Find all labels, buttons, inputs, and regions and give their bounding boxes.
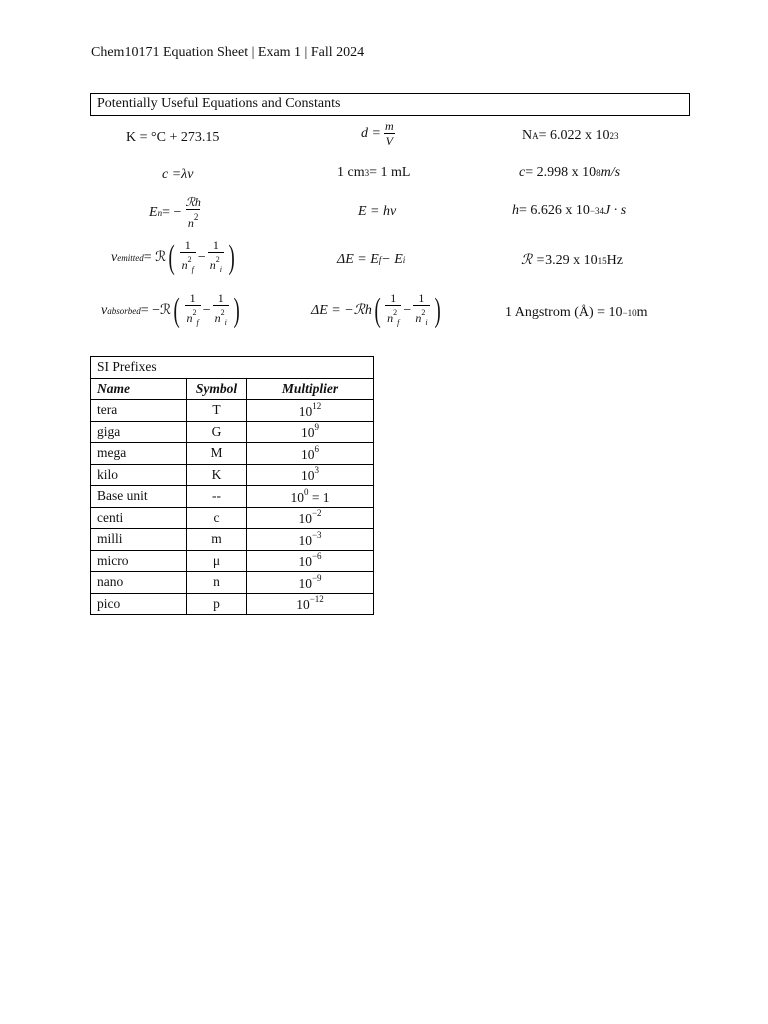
- speed-of-light: c = 2.998 x 10 8 m/s: [519, 165, 621, 180]
- multiplier-exponent: −3: [311, 529, 322, 540]
- table-row: [91, 593, 374, 615]
- photon-energy-equation: E = hν: [358, 204, 397, 219]
- prefix-multiplier: [247, 443, 374, 465]
- symbol-column-header: Symbol: [187, 378, 247, 400]
- table-row: [91, 550, 374, 572]
- emitted-frequency-equation: ν emitted = ℛ ( $\frac{1}{n^2_f}$ − $\frac{1}{n^2_i}$ ): [111, 238, 235, 276]
- multiplier-exponent: 0: [303, 486, 309, 497]
- multiplier-exponent: 6: [314, 443, 319, 454]
- multiplier-base: 10: [298, 575, 312, 591]
- absorbed-frequency-equation: ν absorbed = −ℛ ( $\frac{1}{n^2_f}$ − $\frac{1}{n^2_i}$ ): [101, 291, 240, 329]
- prefix-name: tera: [91, 400, 187, 422]
- prefix-multiplier: [247, 400, 374, 422]
- prefix-multiplier: [247, 572, 374, 594]
- multiplier-base: 10: [298, 532, 312, 548]
- wave-equation: c = λν: [162, 167, 194, 182]
- multiplier-exponent: 12: [312, 400, 322, 411]
- multiplier-base: 10: [296, 597, 310, 613]
- prefix-name: centi: [91, 507, 187, 529]
- prefix-symbol: G: [187, 421, 247, 443]
- table-row: [91, 400, 374, 422]
- table-row: [91, 486, 374, 508]
- multiplier-base: 10: [298, 511, 312, 527]
- multiplier-base: 10: [290, 489, 304, 505]
- multiplier-exponent: −2: [311, 508, 322, 519]
- prefix-multiplier: [247, 421, 374, 443]
- density-fraction: $\frac{m}{V}$: [384, 119, 394, 148]
- prefix-name: nano: [91, 572, 187, 594]
- si-table-caption: SI Prefixes: [91, 357, 374, 379]
- table-row: [91, 443, 374, 465]
- table-row: [91, 529, 374, 551]
- kelvin-equation: K = °C + 273.15: [126, 130, 220, 145]
- prefix-name: kilo: [91, 464, 187, 486]
- prefix-symbol: --: [187, 486, 247, 508]
- multiplier-exponent: −9: [311, 572, 322, 583]
- multiplier-base: 10: [298, 403, 313, 419]
- prefix-multiplier: [247, 507, 374, 529]
- planck-constant: h = 6.626 x 10 −34 J · s: [512, 203, 627, 218]
- prefix-multiplier: [247, 464, 374, 486]
- prefix-symbol: p: [187, 593, 247, 615]
- name-column-header: Name: [91, 378, 187, 400]
- prefix-symbol: μ: [187, 550, 247, 572]
- multiplier-exponent: −12: [309, 594, 324, 605]
- prefix-symbol: T: [187, 400, 247, 422]
- document-header: Chem10171 Equation Sheet | Exam 1 | Fall 2024: [91, 45, 365, 60]
- avogadro-constant: N A = 6.022 x 10 23: [522, 128, 619, 143]
- prefix-name: Base unit: [91, 486, 187, 508]
- multiplier-exponent: 3: [314, 465, 319, 476]
- rydberg-constant: ℛ = 3.29 x 10 15 Hz: [521, 252, 623, 268]
- table-row: [91, 421, 374, 443]
- prefix-name: milli: [91, 529, 187, 551]
- multiplier-base: 10: [301, 468, 315, 484]
- prefix-symbol: m: [187, 529, 247, 551]
- angstrom-conversion: 1 Angstrom (Å) = 10 −10 m: [505, 305, 648, 320]
- multiplier-base: 10: [301, 446, 315, 462]
- si-prefixes-table: [90, 356, 374, 615]
- prefix-symbol: K: [187, 464, 247, 486]
- volume-equivalence: 1 cm 3 = 1 mL: [337, 165, 411, 180]
- prefix-multiplier: [247, 486, 374, 508]
- density-equation: d = $\frac{m}{V}$: [361, 119, 394, 148]
- multiplier-suffix: = 1: [308, 489, 330, 505]
- prefix-name: giga: [91, 421, 187, 443]
- prefix-multiplier: [247, 550, 374, 572]
- delta-energy-equation: ΔE = E f − E i: [337, 252, 406, 267]
- si-table-header-row: [91, 378, 374, 400]
- table-row: [91, 464, 374, 486]
- multiplier-exponent: −6: [311, 551, 322, 562]
- energy-level-fraction: $\frac{\text{ℛh}}{n^2}$: [185, 195, 201, 230]
- delta-energy-rydberg-equation: ΔE = −ℛh ( $\frac{1}{n^2_f}$ − $\frac{1}{n^2_i}$ ): [311, 291, 441, 329]
- prefix-name: mega: [91, 443, 187, 465]
- prefix-symbol: M: [187, 443, 247, 465]
- multiplier-exponent: 9: [314, 422, 319, 433]
- equations-section-box: [90, 93, 690, 116]
- prefix-name: micro: [91, 550, 187, 572]
- energy-level-equation: E n = − $\frac{\text{ℛh}}{n^2}$: [149, 195, 201, 230]
- prefix-symbol: c: [187, 507, 247, 529]
- equations-section-title: Potentially Useful Equations and Constants: [97, 96, 341, 111]
- multiplier-base: 10: [301, 425, 315, 441]
- prefix-multiplier: [247, 529, 374, 551]
- prefix-symbol: n: [187, 572, 247, 594]
- table-row: [91, 507, 374, 529]
- multiplier-base: 10: [298, 554, 312, 570]
- table-row: [91, 572, 374, 594]
- prefix-multiplier: [247, 593, 374, 615]
- multiplier-column-header: Multiplier: [247, 378, 374, 400]
- prefix-name: pico: [91, 593, 187, 615]
